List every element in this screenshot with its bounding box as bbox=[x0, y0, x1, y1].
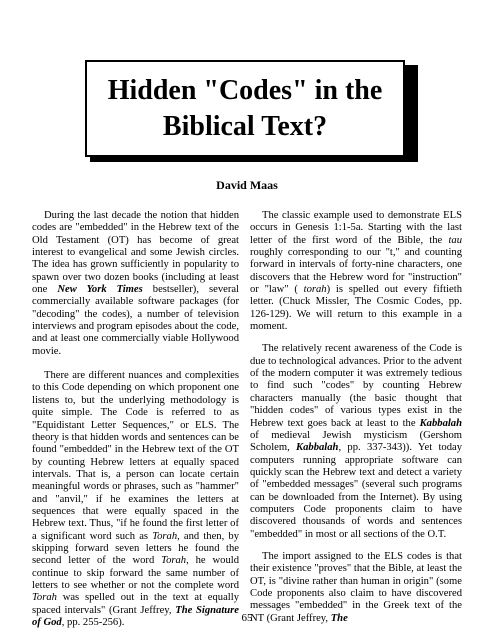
title-line-1: Hidden "Codes" in the bbox=[107, 74, 383, 106]
emphasis-text: tau bbox=[448, 234, 462, 246]
text-run: roughly corresponding to our "t," and counting forward in intervals of forty-nine characters, one discovers that the Hebrew word for "instruction" or "law" ( bbox=[250, 247, 462, 296]
right-paragraph-1 bbox=[250, 210, 462, 333]
emphasis-text: Torah bbox=[161, 555, 187, 567]
right-column bbox=[250, 210, 462, 635]
left-paragraph-1 bbox=[32, 210, 239, 358]
text-run: , and then, by skipping forward seven letters he found the second letter of the word bbox=[32, 530, 239, 567]
title-box bbox=[85, 60, 405, 157]
text-run: During the last decade the notion that hidden codes are "embedded" in the Hebrew text of the Old Testament (OT) has become of great interest to evangelical and some Jewish circles. The idea has grown sufficiently in popularity to spawn over two dozen books (including at least one bbox=[32, 210, 239, 296]
left-column bbox=[32, 210, 239, 641]
emphasis-text: New York Times bbox=[57, 284, 143, 296]
emphasis-text: The Signature of God bbox=[32, 604, 239, 628]
right-paragraph-2 bbox=[250, 343, 462, 541]
emphasis-text: The bbox=[330, 612, 348, 624]
page-number: 65 bbox=[241, 612, 253, 624]
emphasis-text: torah bbox=[303, 284, 327, 296]
left-paragraph-2 bbox=[32, 370, 239, 629]
emphasis-text: Kabbalah bbox=[296, 442, 339, 454]
text-run: ) is spelled out every fiftieth letter. (Chuck Missler, The Cosmic Codes, pp. 126-129). We will return to this example in a moment. bbox=[250, 284, 462, 333]
text-run: , pp. 337-343)). Yet today computers running appropriate software can quickly scan the Hebrew text and detect a variety of "embedded messages" (several such programs can be downloaded from the Internet). By using computers Code proponents claim to have discovered thousands of words and sentences "embedded" in most or all sections of the O.T. bbox=[250, 442, 462, 540]
emphasis-text: Torah bbox=[152, 530, 178, 542]
text-run: There are different nuances and complexities to this Code depending on which proponent one listens to, but the underlying methodology is quite simple. The Code is referred to as "Equidistant Letter Sequences," or ELS. The theory is that hidden words and sentences can be found "embedded" in the Hebrew text of the OT by counting Hebrew letters at equally spaced intervals. That is, a person can locate certain meaningful words or phrases, such as "hammer" and "anvil," if he examines the letters at sequences that were equally spaced in the Hebrew text. Thus, "if he found the first letter of a significant word such as bbox=[32, 370, 239, 542]
title-line-2: Biblical Text? bbox=[162, 110, 328, 142]
emphasis-text: Kabbalah bbox=[419, 417, 462, 429]
text-run: The import assigned to the ELS codes is that their existence "proves" that the Bible, at least the OT, is "divine rather than human in origin" (some Code proponents also claim to have discovered messages "embedded" in the Greek text of the NT (Grant Jeffrey, bbox=[250, 550, 462, 624]
text-run: bestseller), several commercially available software packages (for "decoding" the codes), a number of television interviews and program episodes about the code, and at least one commercially viable Hollywood movie. bbox=[32, 284, 240, 357]
text-run: The relatively recent awareness of the Code is due to technological advances. Prior to the advent of the modern computer it was extremely tedious to find such "codes" by counting Hebrew characters manually (the basic thought that "hidden codes" of various types exist in the Hebrew text goes back at least to the bbox=[250, 343, 462, 429]
emphasis-text: Torah bbox=[32, 592, 57, 604]
text-run: was spelled out in the text at equally spaced intervals" (Grant Jeffrey, bbox=[32, 592, 239, 616]
author-byline: David Maas bbox=[216, 178, 278, 192]
text-run: The classic example used to demonstrate ELS occurs in Genesis 1:1-5a. Starting with the last letter of the first word of the Bible, the bbox=[250, 210, 462, 246]
text-run: , he would continue to skip forward the same number of letters to see whether or not the complete word bbox=[32, 555, 239, 591]
text-run: of medieval Jewish mysticism (Gershom Scholem, bbox=[250, 429, 462, 454]
text-run: , pp. 255-256). bbox=[61, 617, 125, 628]
